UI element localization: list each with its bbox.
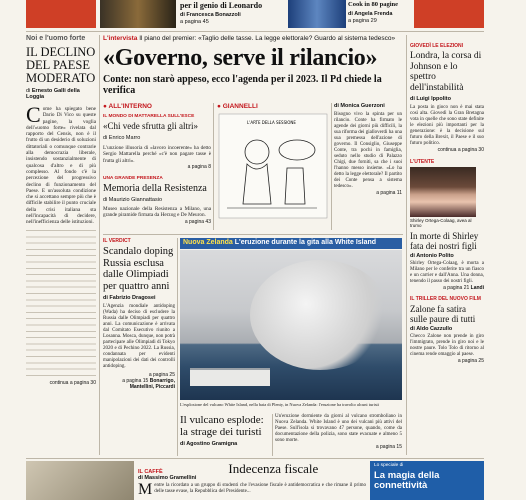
memoria-byline: di Maurizio Giannattasio — [103, 197, 163, 203]
caffe-body: entre la ricordato a un gruppo di studenti che l'evasione fiscale è antidemocratica e che rimane il primo delle tasse evase, la Repubblica del Presidente... — [154, 483, 366, 494]
guerzoni-page[interactable]: a pagina 11 — [376, 190, 402, 196]
promo-1-title: per il genio di Leonardo — [180, 1, 263, 10]
left-dropcap: C — [26, 102, 41, 127]
right-page[interactable]: continua a pagina 30 — [437, 147, 484, 153]
right-headline[interactable]: Londra, la corsa di Johnson e lo spettro dell'instabilità — [410, 51, 482, 93]
caffe-column[interactable] — [138, 461, 366, 500]
right-page-2[interactable]: a pagina 21 Landi — [443, 285, 484, 291]
left-body — [26, 102, 96, 378]
left-body-text: ome ha spiegato bene Dario Di Vico su queste pagine, la voglia dell'«uomo forte» rivelata dal rapporto del Censis, non è il frutto di un desiderio di soluzioni dittatoriali o comunque contrarie alla democrazia liberale, insistendo sostanzialmente di qualcosa d'altro e di più complesso. Al fondo c'è la percezione del progressivo declino di funzionamento del Paese. E un'assoluta condizione che si accettano sempre più che è difficile stabilire il punto cruciale della crisi italiana sta nell'incapacità di decidere, nell'inefficienza delle istituzioni. — [26, 106, 96, 226]
right-byline-3: di Aldo Cazzullo — [410, 326, 453, 332]
verdict-authors: Bonarrigo, Mantellini, Piccardi — [129, 378, 175, 390]
right-page-3[interactable]: a pagina 25 — [457, 358, 484, 364]
nz-story[interactable] — [180, 414, 270, 447]
nz-page[interactable]: a pagina 15 — [375, 444, 402, 450]
promo-2-title: Cook in 80 pagine — [348, 1, 399, 8]
nz-body-text: Un'eruzione dormiente da giorni al vulcano stromboliano in Nuova Zelanda. White Island è uno dei vulcani più attivi del Paese. Sull'isola si trovavano 47 persone, quando, come da documentazione della polizia, sono state evacuate e almeno 5 sono morte. — [275, 414, 402, 443]
verdict-headline[interactable]: Scandalo doping Russia esclusa dalle Olimpiadi per quattro anni — [103, 246, 174, 292]
left-byline: di Ernesto Galli della Loggia — [26, 88, 80, 100]
nz-banner[interactable] — [180, 238, 402, 249]
right-column — [410, 35, 484, 364]
verdict-page-2[interactable]: a pagina 15 Bonarrigo, Mantellini, Piccardi — [122, 378, 175, 390]
nz-photo[interactable] — [180, 250, 402, 400]
nz-body — [275, 414, 402, 450]
right-byline: di Luigi Ippolito — [410, 96, 451, 102]
promo-1-page: a pagina 45 — [180, 19, 209, 25]
verdict-story[interactable] — [103, 238, 175, 390]
right-headline-3[interactable]: Zalone fa satira sulle paure di tutti — [410, 304, 476, 324]
right-kicker-2: L'UTENTE — [410, 159, 435, 165]
main-story[interactable] — [103, 35, 403, 96]
giannelli-label: ● GIANNELLI — [217, 103, 258, 110]
circle-icon: ● — [217, 103, 221, 110]
main-subhead: Conte: non starò appeso, ecco l'agenda per il 2023. Il Pd chiede la verifica — [103, 74, 382, 96]
right-body: La posta in gioco non è mai stata così alta. Giovedì la Gran Bretagna vota in quelle che sono state definite le elezioni più importanti per la generazione: è la decisione sul futuro della Brexit, il Paese e il suo futuro politico. — [410, 105, 484, 146]
nz-headline: L'eruzione durante la gita alla White Island — [234, 239, 377, 246]
memoria-story[interactable] — [103, 176, 211, 225]
promo-1-author: di Francesca Bonazzoli — [180, 12, 241, 18]
memoria-page[interactable]: a pagina 43 — [184, 218, 211, 225]
right-body-2: Shirley Ortega-Colaag, è morta a Milano per le conferite tra un fiasco e un carrier e dall'Anna. Una donna, tenendo il passo dei nostri figli. — [410, 261, 484, 284]
allinterno-kicker: IL MONDO DI MATTARELLA SULL'ESCE — [103, 114, 195, 119]
guerzoni-byline: di Monica Guerzoni — [334, 103, 385, 109]
left-column — [26, 35, 96, 465]
allinterno-byline: di Enrico Marro — [103, 135, 141, 141]
circle-icon: ● — [103, 103, 107, 110]
right-kicker-3: IL TRILLER DEL NUOVO FILM — [410, 296, 481, 302]
allinterno-page[interactable]: a pagina 8 — [187, 163, 211, 170]
right-kicker: GIOVEDÌ LE ELEZIONI — [410, 43, 464, 49]
adbox[interactable] — [370, 461, 484, 500]
allinterno-headline[interactable]: «Chi vede sfrutta gli altri» — [103, 121, 198, 131]
caffe-headline[interactable]: Indecenza fiscale — [228, 461, 319, 476]
verdict-body: L'Agenzia mondiale antidoping (Wada) ha deciso di escludere la Russia dalle Olimpiadi per quattro anni. La comunicazione è arrivata dal Comitato Esecutivo riunito a Losanna. Mosca, dunque, non potrà partecipare alle Olimpiadi di Tokyo 2020 e di Pechino 2022. La Russia, condannata per evidenti manipolazioni dei dati dei controlli antidoping. — [103, 304, 175, 369]
main-headline[interactable]: «Governo, serve il rilancio» — [103, 45, 378, 71]
top-banner-left[interactable] — [26, 0, 96, 28]
left-headline[interactable]: IL DECLINO DEL PAESE MODERATO — [26, 45, 96, 85]
adbox-kicker: Lo speciale di — [374, 463, 404, 468]
cartoon-sign: L'ARTE DELLA SESSIONE — [247, 120, 296, 125]
left-body-continued — [26, 228, 96, 378]
right-photo-caption: Shirley Ortega-Colaag, avea al trumo — [410, 218, 472, 228]
caffe-byline: di Massimo Gramellini — [138, 475, 197, 481]
nz-byline: di Agostino Gramigna — [180, 441, 238, 447]
nz-story-headline[interactable]: Il vulcano esplode: la strage dei turisti — [180, 414, 264, 438]
allinterno-label: ● ALL'INTERNO — [103, 103, 152, 110]
right-photo[interactable] — [410, 167, 476, 217]
main-deck: Il piano del premier: «Taglio delle tasse. La legge elettorale? Guardo al sistema tedesco» — [139, 35, 396, 42]
nz-ash-plume — [250, 260, 390, 370]
guerzoni-story[interactable] — [334, 103, 402, 196]
memoria-kicker: UNA GRANDE PRESENZA — [103, 176, 163, 181]
verdict-page[interactable]: a pagina 25 — [148, 372, 175, 378]
promo-2-author: di Angela Frenda — [348, 11, 393, 17]
cartoon-drawing — [217, 112, 329, 220]
verdict-byline: di Fabrizio Dragosei — [103, 295, 156, 301]
nz-tag: Nuova Zelanda — [183, 239, 233, 246]
promo-2-page: a pagina 29 — [348, 18, 377, 24]
top-banner-right[interactable] — [414, 0, 484, 28]
verdict-kicker: IL VERDICT — [103, 238, 131, 244]
bottom-left-ad[interactable] — [26, 461, 134, 500]
memoria-headline[interactable]: Memoria della Resistenza — [103, 183, 207, 194]
caffe-kicker: IL CAFFÈ — [138, 469, 163, 475]
adbox-headline: La magia della connettività — [374, 470, 440, 491]
allinterno-body: L'unzione illusoria di «lavoro incoerente» ha detto Sergio Mattarella perché «c'è non pagare tasse è frutta gli altri». — [103, 145, 211, 164]
main-kicker: L'intervista — [103, 35, 138, 42]
caffe-dropcap: M — [138, 481, 153, 498]
giannelli-cartoon[interactable] — [217, 103, 329, 225]
top-promo-image-1 — [100, 0, 176, 28]
guerzoni-body: Bisogno vivo la spinta per un rilancio. Conte ha firmato le agende dei giorni più difficili, la sua riforma dei gialloverdi ha una sua premessa dell'azione di governo. Il Consiglio, Giuseppe Conte, tra pochi in famiglia, seduto nello studio di Palazzo Chigi, due forniti, sa che i suoi l'hanno messo insieme. «Lo ha detto la legge elettorale? Il partito dei Conte pensa a sistema tedesco». — [334, 112, 402, 189]
top-promo-image-2 — [288, 0, 346, 28]
right-byline-2: di Antonio Polito — [410, 253, 454, 259]
allinterno-box[interactable] — [103, 103, 211, 170]
left-kicker: Noi e l'uomo forte — [26, 35, 86, 42]
top-promo-2[interactable] — [348, 0, 410, 28]
nz-boat — [190, 368, 270, 386]
left-author: Ernesto Galli della Loggia — [26, 88, 80, 100]
top-promo-1[interactable] — [180, 0, 280, 28]
right-body-3: Checco Zalone non prende in giro l'immigrato, prende in giro noi e le nostre paure. Tolo Tolo di ritorno al cinema rende omaggio al paese. — [410, 334, 484, 357]
left-page-ref[interactable]: continua a pagina 30 — [49, 379, 96, 386]
right-headline-2[interactable]: In morte di Shirley fata dei nostri figli — [410, 231, 479, 251]
nz-caption: L'esplosione del vulcano White Island, nella baia di Plenty, in Nuova Zelanda: l'eruzione ha travolto alcuni turisti — [180, 402, 379, 407]
memoria-body: Museo nazionale della Resistenza a Milano, una grande piramide firmata da Herzog e De Meuron. — [103, 206, 211, 219]
